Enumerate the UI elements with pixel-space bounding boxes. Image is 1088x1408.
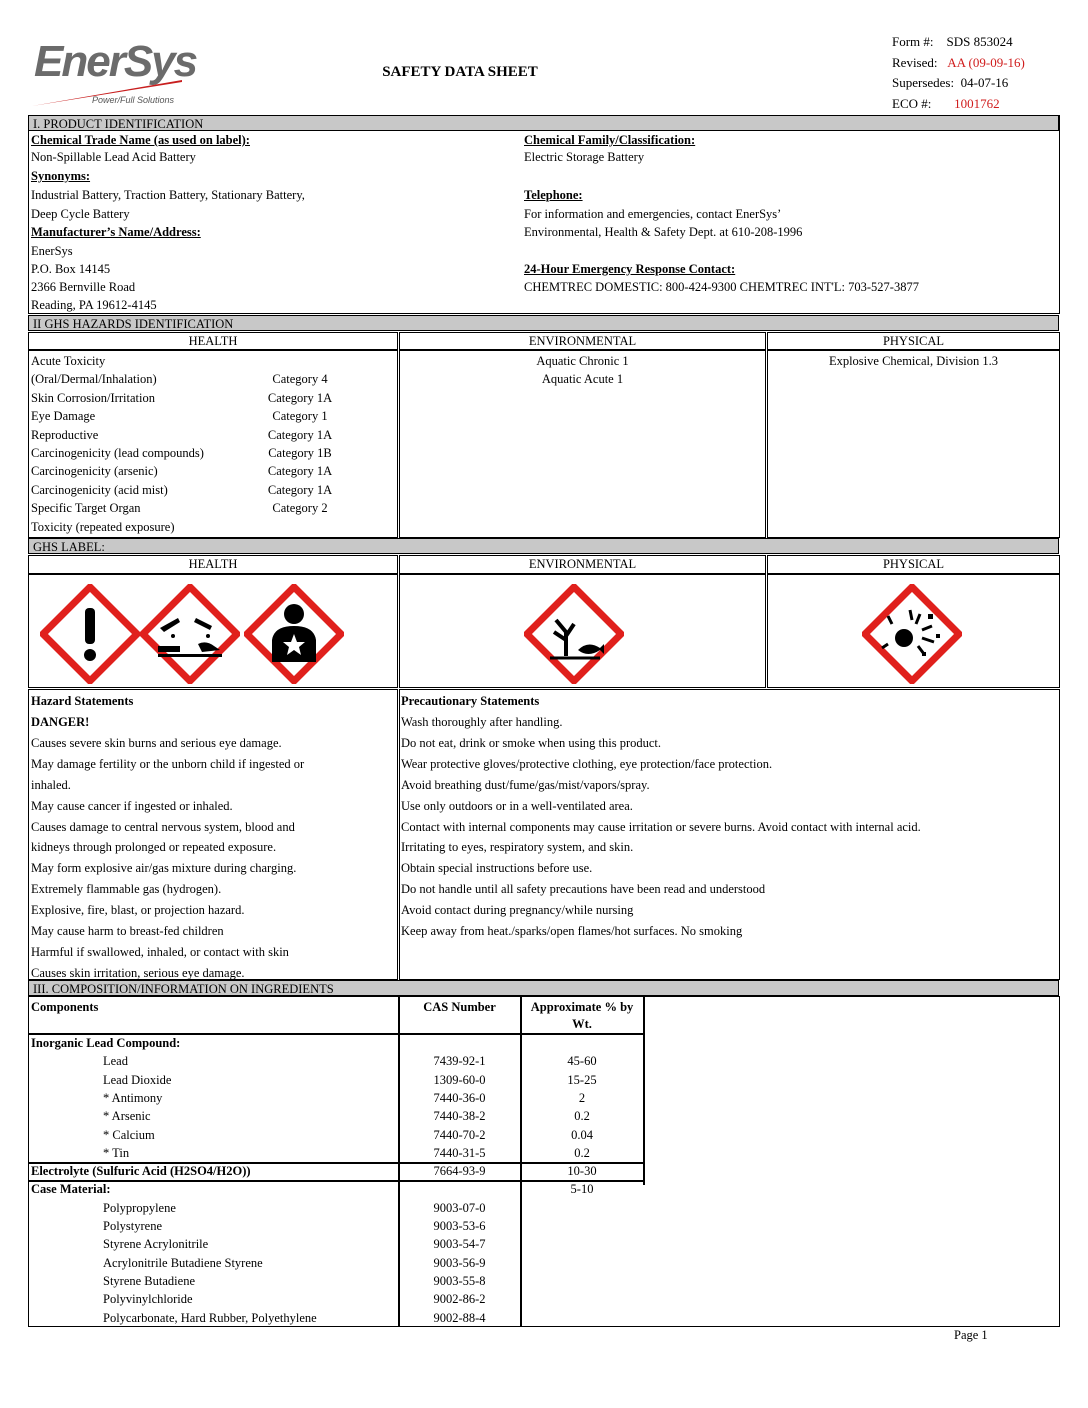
supersedes-value: 04-07-16 (960, 75, 1009, 90)
hazard-statement: Harmful if swallowed, inhaled, or contact with skin (31, 944, 289, 959)
ingredient-cas: 7440-70-2 (433, 1127, 486, 1142)
supersedes-label: Supersedes: (892, 75, 955, 90)
col-physical: PHYSICAL (767, 332, 1060, 350)
emergency-value: CHEMTREC DOMESTIC: 800-424-9300 CHEMTREC INT'L: 703-527-3877 (524, 280, 919, 294)
precautionary-statement: Wear protective gloves/protective clothing, eye protection/face protection. (401, 756, 773, 771)
eco-label: ECO #: (892, 95, 932, 111)
ingredient-percent: 15-25 (567, 1072, 597, 1087)
ingredient-name: Electrolyte (Sulfuric Acid (H2SO4/H2O)) (31, 1164, 251, 1179)
hazard-statement: Causes skin irritation, serious eye damage. (31, 965, 245, 980)
hazard-statement: May damage fertility or the unborn child if ingested or (31, 756, 305, 771)
precautionary-statement: Avoid breathing dust/fume/gas/mist/vapors/spray. (401, 777, 650, 792)
ingredient-cas: 7440-36-0 (433, 1090, 486, 1105)
precautionary-statement: Contact with internal components may cause irritation or severe burns. Avoid contact with internal acid. (401, 819, 921, 834)
ghs-col-physical: PHYSICAL (767, 555, 1060, 574)
ingredient-name: Polystyrene (103, 1219, 163, 1233)
ingredient-percent: 0.2 (574, 1145, 590, 1160)
telephone-line-1: For information and emergencies, contact EnerSys’ (524, 207, 782, 221)
signal-word: DANGER! (31, 715, 90, 729)
precautionary-statement: Use only outdoors or in a well-ventilated area. (401, 798, 633, 813)
health-hazard-category: Category 4 (272, 372, 328, 387)
health-hazard-name: Toxicity (repeated exposure) (31, 519, 175, 534)
ingredient-percent: 2 (578, 1090, 586, 1105)
svg-text:EnerSys: EnerSys (34, 37, 197, 86)
emergency-label: 24-Hour Emergency Response Contact: (524, 262, 736, 276)
col-pct-line-1: Approximate % by (530, 1000, 634, 1014)
col-pct-line-2: Wt. (572, 1017, 592, 1031)
col-health: HEALTH (28, 332, 398, 350)
health-hazard-name: Acute Toxicity (31, 354, 106, 368)
form-label: Form #: (892, 34, 934, 49)
revised-label: Revised: (892, 54, 938, 70)
ingredient-name: Polyvinylchloride (103, 1292, 193, 1307)
ingredient-name: Lead Dioxide (103, 1072, 172, 1087)
hazard-statement: Explosive, fire, blast, or projection hazard. (31, 903, 245, 918)
precautionary-statements-title: Precautionary Statements (401, 694, 540, 708)
health-hazard-name: Carcinogenicity (acid mist) (31, 482, 168, 497)
hazard-statement: May form explosive air/gas mixture during charging. (31, 861, 297, 876)
col-environmental: ENVIRONMENTAL (399, 332, 766, 350)
ingredient-cas: 9003-53-6 (433, 1219, 486, 1233)
ingredient-name: * Tin (103, 1145, 130, 1160)
ingredient-name: * Calcium (103, 1127, 155, 1142)
ingredient-percent: 5-10 (570, 1182, 594, 1197)
synonyms-line-1: Industrial Battery, Traction Battery, Stationary Battery, (31, 188, 305, 202)
hazard-statement: inhaled. (31, 777, 71, 792)
page-number: Page 1 (954, 1328, 988, 1342)
manufacturer-label: Manufacturer’s Name/Address: (31, 225, 201, 239)
col-cas: CAS Number (423, 1000, 496, 1014)
trade-name-label: Chemical Trade Name (as used on label): (31, 133, 250, 147)
address-line: P.O. Box 14145 (31, 262, 111, 276)
revised-value: AA (09-09-16) (947, 54, 1025, 70)
health-hazard-name: (Oral/Dermal/Inhalation) (31, 372, 157, 387)
corrosion-pictogram-icon (140, 584, 240, 684)
health-hazard-pictogram-icon (244, 584, 344, 684)
health-hazard-name: Skin Corrosion/Irritation (31, 390, 155, 405)
ingredient-name: Styrene Butadiene (103, 1273, 195, 1288)
ingredient-cas: 7440-38-2 (433, 1109, 486, 1124)
ingredient-name: Polypropylene (103, 1200, 176, 1215)
ingredient-name: * Arsenic (103, 1109, 151, 1124)
precautionary-statement: Obtain special instructions before use. (401, 861, 593, 876)
ingredient-name: Lead (103, 1054, 128, 1069)
synonyms-label: Synonyms: (31, 169, 91, 183)
precautionary-statement: Do not eat, drink or smoke when using this product. (401, 735, 662, 750)
hazard-statements-title: Hazard Statements (31, 694, 134, 708)
exclamation-pictogram-icon (40, 584, 140, 684)
section-3-title: III. COMPOSITION/INFORMATION ON INGREDIENTS (28, 980, 1059, 996)
ingredient-percent: 0.04 (571, 1127, 593, 1142)
health-hazard-category: Category 1A (267, 482, 333, 497)
address-line: 2366 Bernville Road (31, 280, 136, 294)
health-hazard-name: Eye Damage (31, 409, 96, 424)
ingredient-cas: 9003-07-0 (433, 1200, 486, 1215)
section-2-title: II GHS HAZARDS IDENTIFICATION (28, 315, 1059, 331)
hazard-statement: kidneys through prolonged or repeated exposure. (31, 840, 277, 855)
document-meta (892, 32, 1072, 114)
hazard-statement: May cause cancer if ingested or inhaled. (31, 798, 233, 813)
physical-box (767, 350, 1060, 538)
hazard-statement: Causes severe skin burns and serious eye damage. (31, 735, 282, 750)
ingredient-percent: 10-30 (567, 1164, 597, 1179)
ingredient-cas: 7440-31-5 (433, 1145, 486, 1160)
divider (643, 996, 645, 1185)
env-hazard: Aquatic Acute 1 (541, 372, 624, 386)
form-value: SDS 853024 (946, 34, 1013, 49)
ingredient-cas: 9003-55-8 (433, 1273, 486, 1288)
hazard-statement: Causes damage to central nervous system, blood and (31, 819, 295, 834)
ingredient-percent: 45-60 (567, 1054, 597, 1069)
ghs-col-environmental: ENVIRONMENTAL (399, 555, 766, 574)
health-hazard-category: Category 1B (268, 446, 332, 460)
eco-value: 1001762 (954, 95, 1000, 111)
ingredient-cas: 9002-86-2 (433, 1292, 486, 1307)
precautionary-statement: Keep away from heat./sparks/open flames/hot surfaces. No smoking (401, 924, 743, 938)
explosive-pictogram-icon (862, 584, 962, 684)
hazard-statement: Extremely flammable gas (hydrogen). (31, 882, 222, 897)
health-hazard-name: Reproductive (31, 427, 99, 442)
environment-pictogram-icon (524, 584, 624, 684)
ingredient-cas: 7664-93-9 (433, 1164, 486, 1179)
address-line: Reading, PA 19612-4145 (31, 298, 157, 312)
trade-name-value: Non-Spillable Lead Acid Battery (31, 150, 196, 164)
svg-text:Power/Full Solutions: Power/Full Solutions (92, 95, 175, 105)
health-hazard-category: Category 1A (267, 390, 333, 405)
ingredient-cas: 9003-54-7 (433, 1237, 486, 1252)
precautionary-statement: Irritating to eyes, respiratory system, and skin. (401, 840, 634, 855)
col-components: Components (31, 1000, 99, 1014)
hazard-statement: May cause harm to breast-fed children (31, 924, 224, 938)
health-hazard-name: Carcinogenicity (arsenic) (31, 464, 158, 479)
ingredient-name: * Antimony (103, 1090, 163, 1105)
env-hazard: Aquatic Chronic 1 (536, 354, 629, 368)
ingredient-name: Case Material: (31, 1182, 111, 1197)
health-hazard-category: Category 1 (272, 409, 328, 424)
health-hazard-name: Carcinogenicity (lead compounds) (31, 446, 204, 460)
family-label: Chemical Family/Classification: (524, 133, 696, 147)
health-hazard-name: Specific Target Organ (31, 501, 141, 516)
ingredient-percent: 0.2 (574, 1109, 590, 1124)
ingredient-cas: 9002-88-4 (433, 1310, 486, 1325)
precautionary-statement: Wash thoroughly after handling. (401, 715, 563, 729)
phys-hazard: Explosive Chemical, Division 1.3 (828, 354, 999, 368)
document-title: SAFETY DATA SHEET (382, 64, 538, 80)
ingredient-cas: 9003-56-9 (433, 1255, 486, 1270)
health-hazard-category: Category 1A (267, 427, 333, 442)
precautionary-statement: Avoid contact during pregnancy/while nursing (401, 903, 634, 918)
family-value: Electric Storage Battery (524, 150, 645, 164)
precautionary-statement: Do not handle until all safety precautions have been read and understood (401, 882, 766, 897)
enersys-logo (32, 28, 212, 108)
section-1-title: I. PRODUCT IDENTIFICATION (28, 115, 1059, 131)
ingredient-cas: 1309-60-0 (433, 1072, 486, 1087)
ingredient-name: Styrene Acrylonitrile (103, 1237, 209, 1252)
ingredient-cas: 7439-92-1 (433, 1054, 486, 1069)
telephone-line-2: Environmental, Health & Safety Dept. at 610-208-1996 (524, 225, 803, 239)
ingredient-name: Inorganic Lead Compound: (31, 1036, 181, 1050)
ingredient-name: Polycarbonate, Hard Rubber, Polyethylene (103, 1310, 317, 1325)
health-hazard-category: Category 1A (267, 464, 333, 479)
ingredient-name: Acrylonitrile Butadiene Styrene (103, 1255, 263, 1270)
ghs-col-health: HEALTH (28, 555, 398, 574)
telephone-label: Telephone: (524, 188, 583, 202)
health-hazard-category: Category 2 (272, 501, 328, 516)
synonyms-line-2: Deep Cycle Battery (31, 207, 130, 221)
address-line: EnerSys (31, 244, 73, 258)
ghs-label-title: GHS LABEL: (28, 538, 1059, 554)
